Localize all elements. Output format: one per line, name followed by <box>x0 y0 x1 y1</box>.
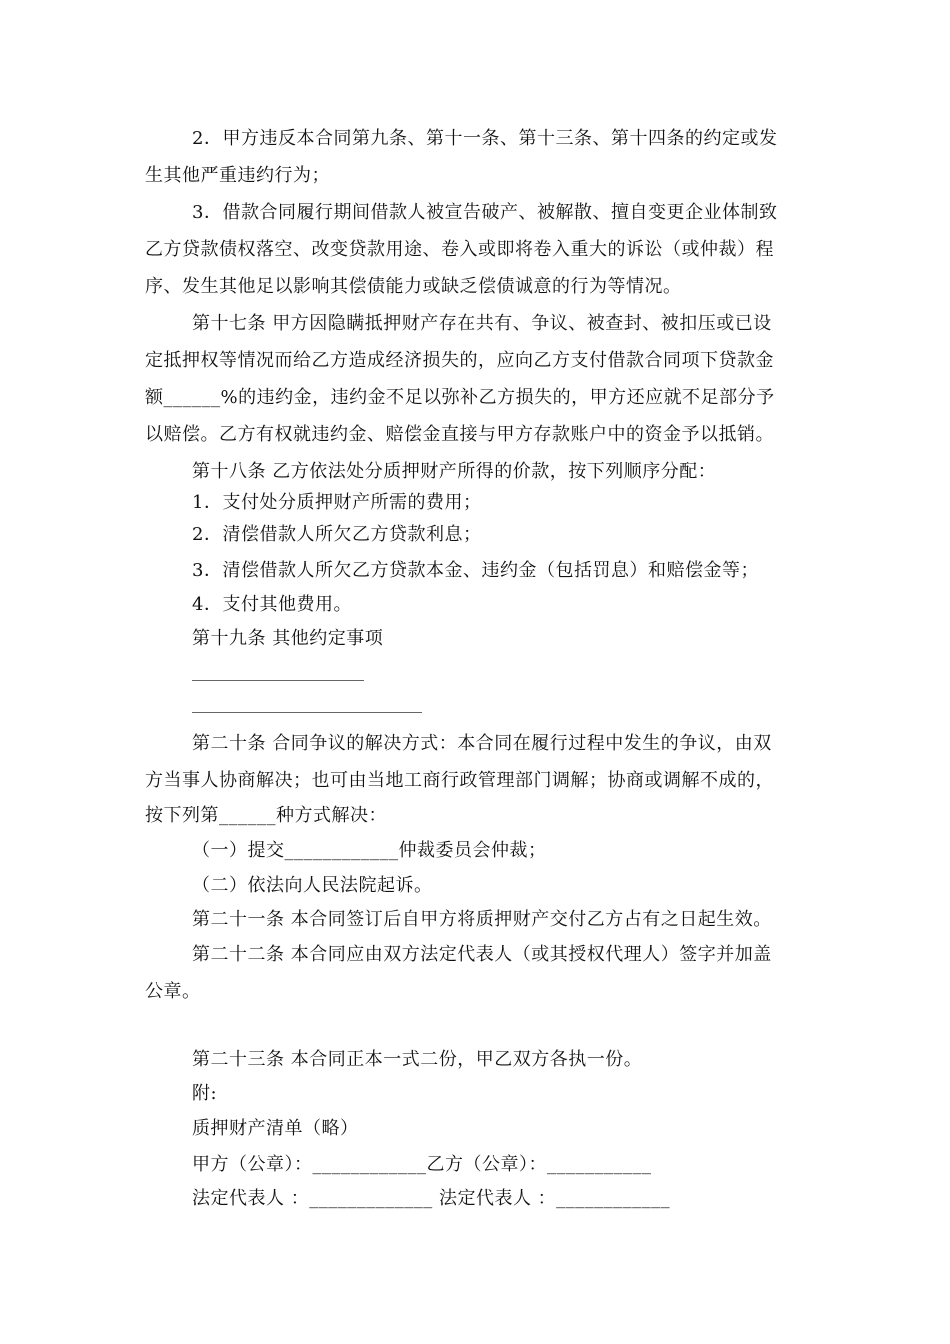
clause-20-line-1: 第二十条 合同争议的解决方式：本合同在履行过程中发生的争议，由双 <box>192 733 772 754</box>
clause-18-heading: 第十八条 乙方依法处分质押财产所得的价款，按下列顺序分配： <box>192 461 717 482</box>
clause-20-line-2: 方当事人协商解决；也可由当地工商行政管理部门调解；协商或调解不成的， <box>145 770 774 791</box>
clause-16-item-3-line-2: 乙方贷款债权落空、改变贷款用途、卷入或即将卷入重大的诉讼（或仲裁）程 <box>145 239 774 260</box>
clause-21: 第二十一条 本合同签订后自甲方将质押财产交付乙方占有之日起生效。 <box>192 909 772 930</box>
clause-23: 第二十三条 本合同正本一式二份，甲乙双方各执一份。 <box>192 1049 643 1070</box>
blank-line-1 <box>192 680 364 681</box>
clause-17-line-4: 以赔偿。乙方有权就违约金、赔偿金直接与甲方存款账户中的资金予以抵销。 <box>145 424 774 445</box>
clause-19-heading: 第十九条 其他约定事项 <box>192 628 384 649</box>
clause-22-line-2: 公章。 <box>145 981 201 1002</box>
attachment-item: 质押财产清单（略） <box>192 1118 359 1139</box>
clause-20-line-3: 按下列第______种方式解决： <box>145 805 387 826</box>
clause-18-item-4: 4．支付其他费用。 <box>192 594 352 615</box>
clause-18-item-1: 1．支付处分质押财产所需的费用； <box>192 492 482 513</box>
clause-16-item-3-line-3: 序、发生其他足以影响其偿债能力或缺乏偿债诚意的行为等情况。 <box>145 276 682 297</box>
clause-17-line-2: 定抵押权等情况而给乙方造成经济损失的，应向乙方支付借款合同项下贷款金 <box>145 350 774 371</box>
clause-18-item-2: 2．清偿借款人所欠乙方贷款利息； <box>192 524 482 545</box>
clause-16-item-2-line-2: 生其他严重违约行为； <box>145 165 330 186</box>
signature-representatives: 法定代表人 ：_____________ 法定代表人 ：____________ <box>192 1188 671 1209</box>
attachment-label: 附: <box>192 1083 218 1104</box>
signature-seals: 甲方（公章）：____________乙方（公章）：___________ <box>192 1154 652 1175</box>
clause-16-item-3-line-1: 3．借款合同履行期间借款人被宣告破产、被解散、擅自变更企业体制致 <box>192 202 778 223</box>
clause-20-option-2: （二）依法向人民法院起诉。 <box>192 875 433 896</box>
clause-18-item-3: 3．清偿借款人所欠乙方贷款本金、违约金（包括罚息）和赔偿金等； <box>192 560 759 581</box>
blank-line-2 <box>192 712 422 713</box>
clause-17-line-1: 第十七条 甲方因隐瞒抵押财产存在共有、争议、被查封、被扣压或已设 <box>192 313 772 334</box>
clause-22-line-1: 第二十二条 本合同应由双方法定代表人（或其授权代理人）签字并加盖 <box>192 944 772 965</box>
clause-16-item-2-line-1: 2．甲方违反本合同第九条、第十一条、第十三条、第十四条的约定或发 <box>192 128 778 149</box>
clause-17-line-3: 额______%的违约金，违约金不足以弥补乙方损失的，甲方还应就不足部分予 <box>145 387 775 408</box>
clause-20-option-1: （一）提交____________仲裁委员会仲裁； <box>192 840 547 861</box>
